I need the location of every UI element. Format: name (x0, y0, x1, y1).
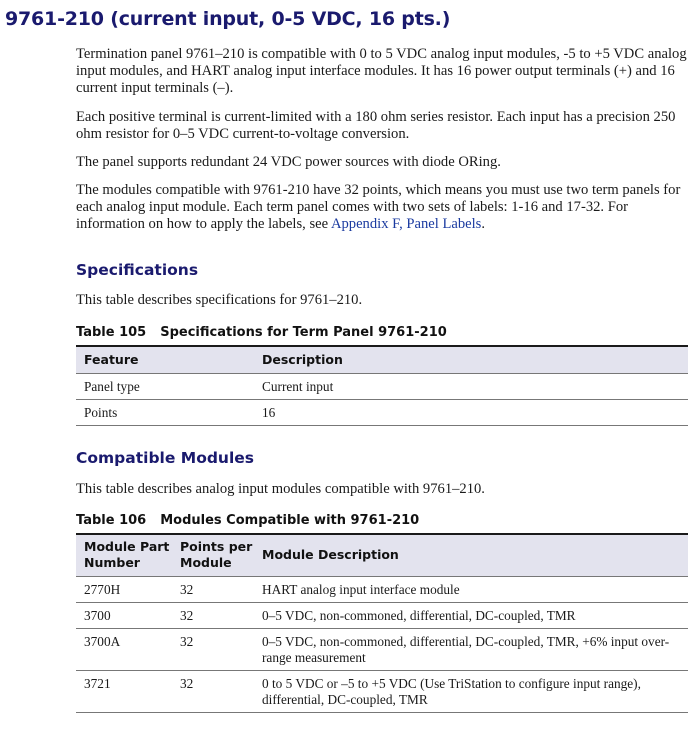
table-row (76, 602, 688, 628)
specifications-description: This table describes specifications for 9761–210. (76, 292, 363, 308)
header-module-description: Module Description (254, 534, 688, 576)
table-row (76, 576, 688, 602)
compatible-modules-heading: Compatible Modules (76, 449, 255, 467)
intro-paragraph-1: Termination panel 9761–210 is compatible with 0 to 5 VDC analog input modules, -5 to +5 VDC analog input modules, and HART analog input interface modules. It has 16 power output terminals (+) and 16 current input terminals (–). (76, 46, 687, 96)
cell-description: 0 to 5 VDC or –5 to +5 VDC (Use TriStation to configure input range), differential, DC-coupled, TMR (254, 670, 688, 712)
cell-points: 32 (172, 576, 254, 602)
compatible-modules-description: This table describes analog input modules compatible with 9761–210. (76, 481, 485, 497)
cell-points: 32 (172, 628, 254, 670)
cell-points: 32 (172, 602, 254, 628)
cell-part-number: 3700A (76, 628, 172, 670)
specifications-heading: Specifications (76, 261, 199, 279)
table-105-title: Specifications for Term Panel 9761-210 (160, 325, 447, 340)
intro-paragraph-3: The panel supports redundant 24 VDC power sources with diode ORing. (76, 154, 501, 170)
header-description: Description (254, 346, 688, 373)
cell-part-number: 2770H (76, 576, 172, 602)
table-row (76, 399, 688, 425)
cell-description: HART analog input interface module (254, 576, 688, 602)
compatible-modules-table (76, 533, 688, 713)
intro-paragraph-4-end: . (481, 216, 486, 232)
cell-description: Current input (254, 373, 688, 399)
table-row (76, 628, 688, 670)
intro-paragraph-2: Each positive terminal is current-limited with a 180 ohm series resistor. Each input has a precision 250 ohm resistor for 0–5 VDC current-to-voltage conversion. (76, 109, 676, 142)
table-row (76, 373, 688, 399)
page-title: 9761-210 (current input, 0-5 VDC, 16 pts.) (5, 8, 451, 30)
cell-description: 0–5 VDC, non-commoned, differential, DC-coupled, TMR, +6% input over-range measurement (254, 628, 688, 670)
appendix-f-link[interactable]: Appendix F, Panel Labels (330, 216, 482, 232)
header-points-per-module: Points per Module (172, 534, 254, 576)
intro-paragraph-4-text: The modules compatible with 9761-210 have 32 points, which means you must use two term panels for each analog input module. Each term panel comes with two sets of labels: 1-16 and 17-32. For information on how to apply the labels, see (76, 182, 681, 232)
table-105-caption (76, 325, 447, 340)
table-106-number: Table 106 (76, 513, 147, 528)
table-106-title: Modules Compatible with 9761-210 (160, 513, 420, 528)
cell-feature: Panel type (76, 373, 254, 399)
table-106-caption (76, 513, 419, 528)
cell-part-number: 3700 (76, 602, 172, 628)
cell-points: 32 (172, 670, 254, 712)
cell-part-number: 3721 (76, 670, 172, 712)
cell-feature: Points (76, 399, 254, 425)
intro-paragraph-4 (76, 182, 691, 233)
cell-description: 0–5 VDC, non-commoned, differential, DC-coupled, TMR (254, 602, 688, 628)
specifications-table (76, 345, 688, 426)
header-module-part-number: Module Part Number (76, 534, 172, 576)
table-row (76, 670, 688, 712)
cell-description: 16 (254, 399, 688, 425)
table-header-row (76, 534, 688, 576)
header-feature: Feature (76, 346, 254, 373)
table-header-row (76, 346, 688, 373)
table-105-number: Table 105 (76, 325, 147, 340)
